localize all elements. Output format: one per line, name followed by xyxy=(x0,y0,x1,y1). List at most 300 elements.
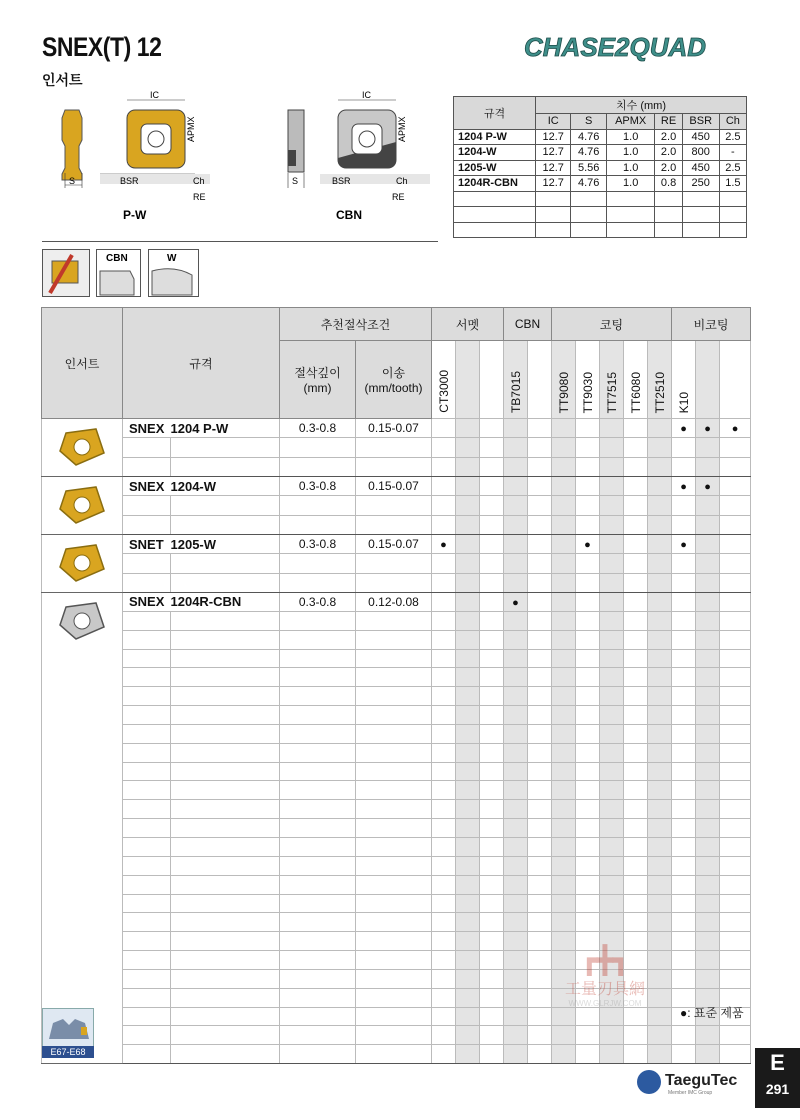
grade-cell xyxy=(480,819,504,838)
depth-value xyxy=(280,951,356,970)
grade-cell xyxy=(456,1045,480,1064)
dim-cell: 12.7 xyxy=(536,145,571,161)
grade-cell xyxy=(624,1045,648,1064)
spec-empty xyxy=(123,743,171,762)
grade-cell xyxy=(456,515,480,534)
grade-cell xyxy=(672,762,696,781)
spec-empty xyxy=(171,496,280,515)
grade-cell xyxy=(720,762,751,781)
grade-cell xyxy=(648,875,672,894)
grade-cell xyxy=(720,593,751,612)
grade-cell xyxy=(480,438,504,457)
cbn-caption: CBN xyxy=(336,208,362,222)
spec-empty xyxy=(171,988,280,1007)
dim-row-empty xyxy=(454,222,747,238)
conditions-header: 추천절삭조건 xyxy=(280,308,432,341)
dim-cell: 4.76 xyxy=(571,129,606,145)
bsr-label-cbn: BSR xyxy=(332,176,351,186)
spec-empty xyxy=(123,1026,171,1045)
grade-cell xyxy=(504,932,528,951)
product-subrow xyxy=(42,611,751,630)
grade-cell xyxy=(576,477,600,496)
feed-value xyxy=(356,496,432,515)
grade-cell xyxy=(552,1007,576,1026)
spec-empty xyxy=(171,438,280,457)
grade-cell xyxy=(552,687,576,706)
grade-cell xyxy=(696,800,720,819)
spec-empty xyxy=(171,515,280,534)
dim-col: Ch xyxy=(719,114,746,130)
grade-cell xyxy=(696,668,720,687)
grade-cell xyxy=(432,649,456,668)
insert-image xyxy=(52,539,112,589)
grade-cell xyxy=(648,477,672,496)
grade-cell xyxy=(456,837,480,856)
grade-cell xyxy=(528,1007,552,1026)
grade-cell xyxy=(600,535,624,554)
grade-cell xyxy=(576,1026,600,1045)
grade-cell xyxy=(432,457,456,476)
grade-cell xyxy=(600,819,624,838)
grade-cell xyxy=(504,457,528,476)
feed-value xyxy=(356,1026,432,1045)
product-subrow xyxy=(42,668,751,687)
grade-cell xyxy=(576,743,600,762)
grade-cell xyxy=(648,573,672,592)
section-letter: E xyxy=(770,1050,785,1075)
grade-cell xyxy=(432,819,456,838)
grade-cell xyxy=(720,419,751,438)
grade-cell xyxy=(576,1045,600,1064)
grade-cell xyxy=(624,875,648,894)
grade-cell xyxy=(576,781,600,800)
grade-cell xyxy=(624,535,648,554)
grade-cell xyxy=(672,554,696,573)
grade-cell xyxy=(672,573,696,592)
spec-empty xyxy=(123,932,171,951)
grade-cell xyxy=(528,706,552,725)
depth-value xyxy=(280,630,356,649)
grade-cell xyxy=(600,1045,624,1064)
dim-row xyxy=(454,129,747,145)
grade-cell xyxy=(720,573,751,592)
spec-empty xyxy=(171,913,280,932)
grade-cell xyxy=(720,932,751,951)
depth-value xyxy=(280,573,356,592)
grade-cell xyxy=(552,762,576,781)
grade-cell xyxy=(600,477,624,496)
depth-value xyxy=(280,762,356,781)
feed-value xyxy=(356,781,432,800)
spec-empty xyxy=(171,573,280,592)
grade-cell xyxy=(720,1045,751,1064)
grade-cell xyxy=(552,630,576,649)
grade-cell xyxy=(456,988,480,1007)
product-row xyxy=(42,593,751,612)
product-name: 1204-W xyxy=(171,477,280,496)
brand-subtitle: Member IMC Group xyxy=(668,1090,713,1096)
grade-cell xyxy=(696,894,720,913)
grade-cell xyxy=(648,894,672,913)
product-subrow xyxy=(42,687,751,706)
grade-cell xyxy=(504,477,528,496)
grade-cell xyxy=(672,932,696,951)
grade-cell xyxy=(528,913,552,932)
feed-value: 0.15-0.07 xyxy=(356,477,432,496)
grade-cell xyxy=(600,875,624,894)
feed-value xyxy=(356,1007,432,1026)
grade-cell xyxy=(624,856,648,875)
grade-cell xyxy=(480,496,504,515)
grade-cell xyxy=(672,819,696,838)
dim-col: BSR xyxy=(682,114,719,130)
feed-value xyxy=(356,913,432,932)
spec-empty xyxy=(123,457,171,476)
depth-value xyxy=(280,969,356,988)
grade-cell xyxy=(456,573,480,592)
depth-value xyxy=(280,1026,356,1045)
grade-cell xyxy=(504,1026,528,1045)
standard-dot: ● xyxy=(704,423,711,436)
taegutec-logo-icon xyxy=(637,1070,661,1094)
dim-cell: 1.0 xyxy=(606,145,655,161)
grade-cell xyxy=(480,649,504,668)
grade-cell xyxy=(504,419,528,438)
logo-text: CHASE2QUAD xyxy=(524,32,707,62)
grade-cell xyxy=(624,477,648,496)
grade-cell xyxy=(624,593,648,612)
grade-cell xyxy=(552,781,576,800)
feed-value xyxy=(356,762,432,781)
grade-cell xyxy=(432,535,456,554)
grade-cell xyxy=(528,819,552,838)
grade-cell xyxy=(672,837,696,856)
depth-value: 0.3-0.8 xyxy=(280,535,356,554)
grade-cell xyxy=(528,875,552,894)
grade-label: TT7515 xyxy=(604,371,619,413)
spec-empty xyxy=(171,781,280,800)
grade-cell xyxy=(432,630,456,649)
grade-cell xyxy=(552,819,576,838)
depth-value: 0.3-0.8 xyxy=(280,593,356,612)
page-title: SNEX(T) 12 xyxy=(42,32,162,62)
dim-col: S xyxy=(571,114,606,130)
grade-cell xyxy=(672,593,696,612)
product-name: 1204R-CBN xyxy=(171,593,280,612)
grade-cell xyxy=(696,438,720,457)
grade-cell xyxy=(672,649,696,668)
grade-cell xyxy=(624,913,648,932)
grade-cell xyxy=(648,438,672,457)
spec-empty xyxy=(171,762,280,781)
dim-cell: 450 xyxy=(682,160,719,176)
grade-cell xyxy=(576,630,600,649)
grade-cell xyxy=(672,477,696,496)
dim-cell: 1.0 xyxy=(606,176,655,192)
grade-cell xyxy=(480,837,504,856)
grade-cell xyxy=(480,611,504,630)
grade-cell xyxy=(552,894,576,913)
feed-value xyxy=(356,856,432,875)
grade-label: TT2510 xyxy=(652,371,667,413)
insert-drawing-pw xyxy=(55,88,225,223)
grade-cell xyxy=(552,477,576,496)
grade-cell xyxy=(432,743,456,762)
dim-cell: 0.8 xyxy=(655,176,682,192)
grade-cell xyxy=(672,875,696,894)
grade-cell xyxy=(672,743,696,762)
grade-cell xyxy=(552,1026,576,1045)
grade-cell xyxy=(648,762,672,781)
grade-cell xyxy=(480,800,504,819)
grade-cell xyxy=(504,875,528,894)
grade-cell xyxy=(648,649,672,668)
product-subrow xyxy=(42,837,751,856)
grade-cell xyxy=(456,894,480,913)
grade-cell xyxy=(528,649,552,668)
grade-cell xyxy=(552,593,576,612)
grade-cell xyxy=(432,762,456,781)
product-subrow xyxy=(42,724,751,743)
depth-value xyxy=(280,438,356,457)
insert-image-cell xyxy=(42,535,123,593)
standard-dot: ● xyxy=(731,423,739,436)
grade-cell xyxy=(528,724,552,743)
spec-empty xyxy=(171,800,280,819)
re-label: RE xyxy=(193,192,206,202)
grade-cell xyxy=(432,913,456,932)
spec-empty xyxy=(171,875,280,894)
feed-value xyxy=(356,894,432,913)
dim-cell: 2.5 xyxy=(719,129,746,145)
grade-cell xyxy=(552,913,576,932)
feed-value xyxy=(356,800,432,819)
spec-empty xyxy=(171,554,280,573)
product-subrow xyxy=(42,515,751,534)
watermark-mark: ┏╋┓ xyxy=(581,945,629,975)
grade-cell xyxy=(456,457,480,476)
product-subrow xyxy=(42,800,751,819)
grade-cell xyxy=(480,781,504,800)
grade-cell xyxy=(624,457,648,476)
grade-cell xyxy=(600,1026,624,1045)
grade-TB7015 xyxy=(504,341,528,419)
spec-empty xyxy=(171,1045,280,1064)
grade-cell xyxy=(600,800,624,819)
grade-cell xyxy=(648,800,672,819)
grade-cell xyxy=(480,593,504,612)
grade-cell xyxy=(576,668,600,687)
grade-cell xyxy=(600,913,624,932)
grade-cell xyxy=(480,856,504,875)
grade-cell xyxy=(600,496,624,515)
grade-cell xyxy=(600,438,624,457)
grade-cell xyxy=(528,668,552,687)
grade-cell xyxy=(672,535,696,554)
grade-cell xyxy=(624,894,648,913)
grade-cell xyxy=(648,781,672,800)
grade-TT7515 xyxy=(600,341,624,419)
spec-empty xyxy=(123,668,171,687)
grade-cell xyxy=(552,457,576,476)
grade-cell xyxy=(480,457,504,476)
depth-value: 0.3-0.8 xyxy=(280,477,356,496)
insert-header: 인서트 xyxy=(42,308,123,419)
feed-value xyxy=(356,988,432,1007)
depth-value xyxy=(280,894,356,913)
dim-col: RE xyxy=(655,114,682,130)
grade-col-empty xyxy=(528,341,552,419)
grade-cell xyxy=(480,1026,504,1045)
feed-value xyxy=(356,687,432,706)
grade-cell xyxy=(480,706,504,725)
grade-cell xyxy=(504,496,528,515)
grade-cell xyxy=(504,894,528,913)
insert-image-cell xyxy=(42,593,123,1064)
grade-cell xyxy=(672,856,696,875)
grade-cell xyxy=(504,781,528,800)
grade-cell xyxy=(552,649,576,668)
grade-cell xyxy=(480,668,504,687)
spec-empty xyxy=(171,856,280,875)
spec-empty xyxy=(123,819,171,838)
grade-cell xyxy=(504,743,528,762)
grade-cell xyxy=(648,515,672,534)
spec-empty xyxy=(171,951,280,970)
w-edge-label: W xyxy=(167,253,177,264)
depth-header xyxy=(280,341,356,419)
grade-cell xyxy=(432,554,456,573)
grade-cell xyxy=(648,554,672,573)
spec-empty xyxy=(123,573,171,592)
grade-cell xyxy=(696,932,720,951)
standard-dot: ● xyxy=(680,481,687,494)
spec-empty xyxy=(123,611,171,630)
grade-cell xyxy=(600,724,624,743)
grade-cell xyxy=(648,630,672,649)
dim-cell: 2.0 xyxy=(655,160,682,176)
spec-empty xyxy=(123,438,171,457)
grade-cell xyxy=(528,894,552,913)
grade-cell xyxy=(456,913,480,932)
depth-value xyxy=(280,687,356,706)
grade-cell xyxy=(504,988,528,1007)
grade-cell xyxy=(648,706,672,725)
grade-cell xyxy=(480,1045,504,1064)
grade-cell xyxy=(696,913,720,932)
spec-empty xyxy=(123,649,171,668)
grade-cell xyxy=(576,724,600,743)
insert-image xyxy=(52,481,112,531)
dim-row-name: 1204R-CBN xyxy=(454,176,536,192)
grade-cell xyxy=(552,856,576,875)
grade-cell xyxy=(456,1026,480,1045)
spec-empty xyxy=(171,706,280,725)
grade-cell xyxy=(528,496,552,515)
grade-cell xyxy=(720,969,751,988)
grade-cell xyxy=(576,515,600,534)
product-subrow xyxy=(42,496,751,515)
grade-cell xyxy=(624,724,648,743)
grade-cell xyxy=(432,1007,456,1026)
grade-cell xyxy=(624,649,648,668)
grade-cell xyxy=(456,951,480,970)
grade-col-empty xyxy=(456,341,480,419)
grade-cell xyxy=(600,515,624,534)
spec-empty xyxy=(171,668,280,687)
grade-cell xyxy=(648,593,672,612)
reference-link[interactable]: E67-E68 xyxy=(42,1046,94,1058)
grade-cell xyxy=(528,762,552,781)
feed-value xyxy=(356,554,432,573)
dim-cell: 250 xyxy=(682,176,719,192)
grade-cell xyxy=(432,894,456,913)
product-subrow xyxy=(42,1026,751,1045)
grade-cell xyxy=(504,611,528,630)
feed-value: 0.12-0.08 xyxy=(356,593,432,612)
grade-cell xyxy=(720,515,751,534)
product-name: 1204 P-W xyxy=(171,419,280,438)
grade-cell xyxy=(600,630,624,649)
grade-cell xyxy=(576,1007,600,1026)
grade-cell xyxy=(600,573,624,592)
spec-empty xyxy=(171,649,280,668)
grade-cell xyxy=(696,649,720,668)
cbn-edge-label: CBN xyxy=(106,253,128,264)
grade-cell xyxy=(600,894,624,913)
grade-col-empty xyxy=(720,341,751,419)
grade-cell xyxy=(648,496,672,515)
grade-cell xyxy=(720,837,751,856)
product-subrow xyxy=(42,762,751,781)
grade-cell xyxy=(696,630,720,649)
grade-col-empty xyxy=(480,341,504,419)
grade-cell xyxy=(600,554,624,573)
grade-cell xyxy=(720,800,751,819)
grade-cell xyxy=(624,515,648,534)
grade-cell xyxy=(480,419,504,438)
grade-cell xyxy=(696,554,720,573)
grade-cell xyxy=(648,913,672,932)
grade-cell xyxy=(456,819,480,838)
grade-cell xyxy=(456,800,480,819)
grade-cell xyxy=(504,1007,528,1026)
grade-cell xyxy=(576,706,600,725)
grade-cell xyxy=(576,611,600,630)
watermark-text: 工量刃具網 xyxy=(564,981,645,998)
standard-dot: ● xyxy=(584,539,591,552)
grade-cell xyxy=(480,875,504,894)
grade-cell xyxy=(648,611,672,630)
product-subrow xyxy=(42,913,751,932)
insert-image-cell xyxy=(42,419,123,477)
grade-cell xyxy=(648,668,672,687)
grade-cell xyxy=(600,856,624,875)
grade-cell xyxy=(528,515,552,534)
grade-cell xyxy=(528,781,552,800)
grade-cell xyxy=(696,593,720,612)
grade-cell xyxy=(552,419,576,438)
product-subrow xyxy=(42,457,751,476)
grade-cell xyxy=(648,535,672,554)
grade-cell xyxy=(600,419,624,438)
apmx-label-cbn: APMX xyxy=(397,116,407,142)
grade-cell xyxy=(720,554,751,573)
product-subrow xyxy=(42,1045,751,1064)
grade-cell xyxy=(456,743,480,762)
product-subrow xyxy=(42,573,751,592)
dim-row-name: 1204-W xyxy=(454,145,536,161)
